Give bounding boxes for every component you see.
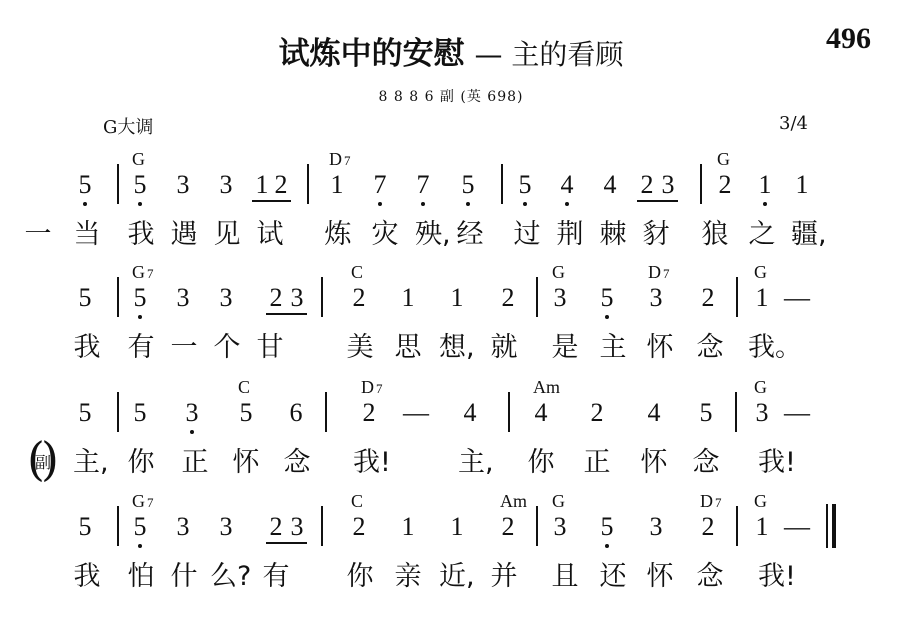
note: 3 [185, 398, 199, 427]
note: 2 [718, 170, 732, 199]
lyric-syllable: 炼 [324, 219, 352, 250]
chord-symbol: D 7 [648, 262, 670, 282]
lyric-syllable: 是 [551, 332, 579, 363]
lyric-syllable: 美 [346, 332, 374, 363]
note: 1 [330, 170, 344, 199]
chord-symbol: C [351, 262, 364, 282]
barline [321, 506, 323, 546]
lyric-syllable: 个 [213, 332, 241, 363]
note: 6 [289, 398, 303, 427]
lyric-syllable: 一 [170, 332, 198, 363]
note: 3 [649, 283, 663, 312]
note: 5 [518, 170, 532, 199]
lyric-syllable: 灾 [371, 219, 399, 250]
lyric-syllable: 我! [353, 447, 391, 478]
note: 2 [352, 283, 366, 312]
note: 4 [560, 170, 574, 199]
lyric-syllable: 过 [513, 219, 541, 250]
note: 5 [133, 512, 147, 541]
note: 2 [269, 283, 283, 312]
hymn-title [0, 28, 902, 73]
chord-symbol: D 7 [329, 149, 351, 169]
note: 5 [600, 512, 614, 541]
score-system [0, 150, 902, 275]
octave-dot-low [605, 544, 609, 548]
note: 1 [401, 283, 415, 312]
score-system [0, 492, 902, 617]
chord-symbol: D 7 [700, 491, 722, 511]
octave-dot-low [138, 315, 142, 319]
note: 3 [755, 398, 769, 427]
octave-dot-low [138, 202, 142, 206]
chord-symbol: C [238, 377, 251, 397]
lyric-syllable: 当 [73, 219, 101, 250]
lyric-syllable: 经 [456, 219, 484, 250]
barline [536, 506, 538, 546]
barline [307, 164, 309, 204]
lyric-syllable: 思 [394, 332, 422, 363]
lyric-syllable: 主, [73, 447, 109, 478]
note: 5 [133, 398, 147, 427]
barline [700, 164, 702, 204]
note: 1 [755, 283, 769, 312]
lyric-syllable: 甘 [256, 332, 284, 363]
note: 3 [219, 283, 233, 312]
hold-dash: — [784, 283, 810, 312]
barline [736, 506, 738, 546]
note: 2 [362, 398, 376, 427]
barline [117, 164, 119, 204]
lyric-syllable: 亲 [394, 561, 422, 592]
lyric-syllable: 疆, [791, 219, 827, 250]
lyric-syllable: 念 [283, 447, 311, 478]
note: 3 [290, 512, 304, 541]
lyric-syllable: 我 [73, 561, 101, 592]
lyric-syllable: 怀 [646, 332, 674, 363]
lyric-syllable: 念 [696, 561, 724, 592]
chord-symbol: Am [533, 377, 560, 397]
lyric-syllable: 你 [346, 561, 374, 592]
meter-line: 8 8 8 6 副 (英 698) [378, 89, 524, 105]
hold-dash: — [784, 512, 810, 541]
lyric-syllable: 怀 [646, 561, 674, 592]
chord-symbol: G [754, 377, 767, 397]
time-signature: 3/4 [779, 113, 808, 134]
key-signature: G大调 [103, 117, 154, 138]
score-system [0, 378, 902, 503]
chord-symbol: D 7 [361, 377, 383, 397]
refrain-mark: ( 副 ) [32, 436, 54, 486]
eighth-beam [266, 313, 307, 315]
note: 5 [133, 170, 147, 199]
note: 4 [603, 170, 617, 199]
title-main: 试炼中的安慰 [278, 36, 465, 72]
lyric-syllable: 我! [758, 447, 796, 478]
note: 1 [758, 170, 772, 199]
lyric-syllable: 有 [262, 561, 290, 592]
lyric-syllable: 豺 [642, 219, 670, 250]
lyric-syllable: 棘 [599, 219, 627, 250]
eighth-beam [252, 200, 291, 202]
note: 5 [78, 398, 92, 427]
lyric-syllable: 我 [127, 219, 155, 250]
octave-dot-low [523, 202, 527, 206]
chord-symbol: C [351, 491, 364, 511]
lyric-syllable: 之 [748, 219, 776, 250]
note: 2 [352, 512, 366, 541]
score-system [0, 263, 902, 388]
barline [117, 506, 119, 546]
octave-dot-low [565, 202, 569, 206]
octave-dot-low [138, 544, 142, 548]
lyric-syllable: 试 [256, 219, 284, 250]
octave-dot-low [466, 202, 470, 206]
barline [321, 277, 323, 317]
barline [325, 392, 327, 432]
lyric-syllable: 并 [490, 561, 518, 592]
octave-dot-low [763, 202, 767, 206]
octave-dot-low [190, 430, 194, 434]
lyric-syllable: 就 [490, 332, 518, 363]
chord-symbol: Am [500, 491, 527, 511]
note: 5 [239, 398, 253, 427]
note: 1 [755, 512, 769, 541]
note: 3 [553, 283, 567, 312]
note: 1 [401, 512, 415, 541]
octave-dot-low [378, 202, 382, 206]
lyric-syllable: 且 [551, 561, 579, 592]
hymn-number: 496 [826, 22, 871, 55]
lyric-syllable: 见 [213, 219, 241, 250]
note: 5 [78, 283, 92, 312]
note: 2 [640, 170, 654, 199]
octave-dot-low [421, 202, 425, 206]
lyric-syllable: 你 [127, 447, 155, 478]
note: 2 [269, 512, 283, 541]
note: 7 [416, 170, 430, 199]
lyric-syllable: 狼 [701, 219, 729, 250]
lyric-syllable: 我。 [748, 332, 802, 363]
note: 5 [78, 512, 92, 541]
note: 5 [600, 283, 614, 312]
note: 1 [795, 170, 809, 199]
note: 3 [661, 170, 675, 199]
lyric-syllable: 么? [210, 561, 252, 592]
lyric-syllable: 怀 [232, 447, 260, 478]
final-barline [826, 504, 828, 548]
lyric-syllable: 殃, [415, 219, 451, 250]
note: 3 [219, 512, 233, 541]
note: 2 [590, 398, 604, 427]
note: 2 [501, 283, 515, 312]
barline [117, 277, 119, 317]
eighth-beam [266, 542, 307, 544]
note: 7 [373, 170, 387, 199]
note: 1 [255, 170, 269, 199]
note: 1 [450, 512, 464, 541]
barline [501, 164, 503, 204]
octave-dot-low [605, 315, 609, 319]
lyric-syllable: 有 [127, 332, 155, 363]
chord-symbol: G [717, 149, 730, 169]
barline [536, 277, 538, 317]
hold-dash: — [784, 398, 810, 427]
chord-symbol: G [754, 491, 767, 511]
lyric-syllable: 什 [170, 561, 198, 592]
eighth-beam [637, 200, 678, 202]
barline [117, 392, 119, 432]
lyric-syllable: 想, [439, 332, 475, 363]
chord-symbol: G [552, 262, 565, 282]
barline [735, 392, 737, 432]
note: 3 [290, 283, 304, 312]
lyric-syllable: 正 [181, 447, 209, 478]
octave-dot-low [83, 202, 87, 206]
lyric-syllable: 我! [758, 561, 796, 592]
lyric-syllable: 念 [696, 332, 724, 363]
title-subtitle: — 主的看顾 [474, 38, 624, 71]
note: 2 [701, 512, 715, 541]
note: 5 [461, 170, 475, 199]
lyric-syllable: 怀 [640, 447, 668, 478]
lyric-syllable: 一 [24, 219, 52, 250]
note: 5 [78, 170, 92, 199]
lyric-syllable: 我 [73, 332, 101, 363]
lyric-syllable: 荆 [556, 219, 584, 250]
note: 4 [463, 398, 477, 427]
barline [508, 392, 510, 432]
note: 3 [176, 170, 190, 199]
lyric-syllable: 遇 [170, 219, 198, 250]
note: 2 [274, 170, 288, 199]
lyric-syllable: 念 [692, 447, 720, 478]
lyric-syllable: 你 [527, 447, 555, 478]
lyric-syllable: 近, [439, 561, 475, 592]
barline [736, 277, 738, 317]
lyric-syllable: 正 [583, 447, 611, 478]
note: 3 [176, 283, 190, 312]
note: 5 [133, 283, 147, 312]
note: 1 [450, 283, 464, 312]
hold-dash: — [403, 398, 429, 427]
lyric-syllable: 主, [458, 447, 494, 478]
lyric-syllable: 怕 [127, 561, 155, 592]
note: 5 [699, 398, 713, 427]
lyric-syllable: 主 [599, 332, 627, 363]
chord-symbol: G [132, 149, 145, 169]
note: 3 [553, 512, 567, 541]
lyric-syllable: 还 [599, 561, 627, 592]
note: 2 [501, 512, 515, 541]
chord-symbol: G 7 [132, 491, 154, 511]
final-barline [832, 504, 836, 548]
note: 4 [534, 398, 548, 427]
chord-symbol: G 7 [132, 262, 154, 282]
note: 4 [647, 398, 661, 427]
note: 3 [176, 512, 190, 541]
note: 3 [219, 170, 233, 199]
chord-symbol: G [552, 491, 565, 511]
note: 2 [701, 283, 715, 312]
chord-symbol: G [754, 262, 767, 282]
note: 3 [649, 512, 663, 541]
